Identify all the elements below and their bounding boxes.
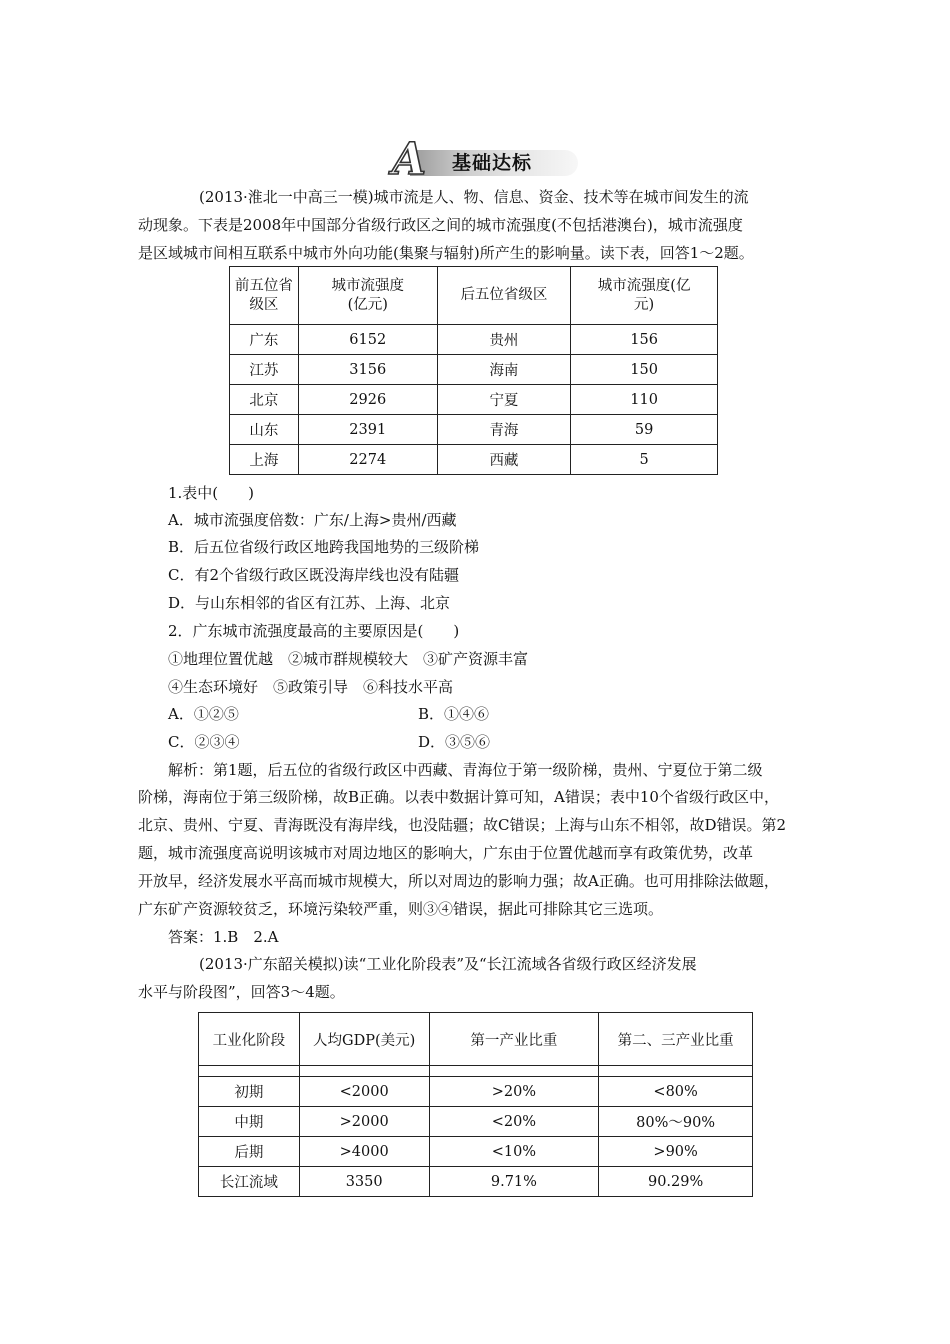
table-cell: 6152	[298, 325, 437, 355]
question-1-option-c: C．有2个省级行政区既没海岸线也没有陆疆	[168, 566, 460, 584]
column-header: 工业化阶段	[199, 1013, 300, 1066]
table-cell: 山东	[230, 415, 299, 445]
spacer-cell	[429, 1066, 599, 1077]
section-title: 基础达标	[452, 152, 533, 174]
table-spacer-row	[199, 1066, 753, 1077]
table-cell: 59	[571, 415, 718, 445]
table-cell: <10%	[429, 1137, 599, 1167]
intro1-line-2: 动现象。下表是2008年中国部分省级行政区之间的城市流强度(不包括港澳台)，城市流强度	[138, 216, 743, 234]
analysis-line-4: 题，城市流强度高说明该城市对周边地区的影响大，广东由于位置优越而享有政策优势，改革	[138, 844, 754, 862]
column-header: 人均GDP(美元)	[299, 1013, 429, 1066]
intro2-line-2: 水平与阶段图”，回答3～4题。	[138, 983, 345, 1001]
column-header: 城市流强度(亿 元)	[571, 267, 718, 325]
analysis-line-6: 广东矿产资源较贫乏，环境污染较严重，则③④错误，据此可排除其它三选项。	[138, 900, 664, 918]
column-header: 前五位省 级区	[230, 267, 299, 325]
analysis-line-5: 开放早，经济发展水平高而城市规模大，所以对周边的影响力强；故A正确。也可用排除法做题，	[138, 872, 779, 890]
question-2-items-1: ①地理位置优越 ②城市群规模较大 ③矿产资源丰富	[168, 650, 529, 668]
table-cell: 上海	[230, 445, 299, 475]
table-row	[199, 1137, 753, 1167]
table-header-row	[230, 267, 718, 325]
industrialization-stage-table	[198, 1012, 753, 1197]
table-cell: 3350	[299, 1167, 429, 1197]
question-2-option-d: D．③⑤⑥	[418, 733, 491, 751]
question-2-items-2: ④生态环境好 ⑤政策引导 ⑥科技水平高	[168, 678, 454, 696]
table-row	[230, 325, 718, 355]
intro2-line-1: (2013·广东韶关模拟)读“工业化阶段表”及“长江流域各省级行政区经济发展	[199, 955, 697, 973]
intro1-line-3: 是区域城市间相互联系中城市外向功能(集聚与辐射)所产生的影响量。读下表，回答1～2题。	[138, 244, 754, 262]
table-cell: 2926	[298, 385, 437, 415]
table-row	[199, 1107, 753, 1137]
table-cell: 2391	[298, 415, 437, 445]
section-header	[392, 134, 582, 185]
table-cell: 贵州	[437, 325, 571, 355]
table-cell: >90%	[599, 1137, 753, 1167]
table-cell: 110	[571, 385, 718, 415]
table-cell: 5	[571, 445, 718, 475]
table-cell: 海南	[437, 355, 571, 385]
table-cell: 中期	[199, 1107, 300, 1137]
table-cell: 北京	[230, 385, 299, 415]
question-1-option-b: B．后五位省级行政区地跨我国地势的三级阶梯	[168, 538, 480, 556]
intro1-line-1: (2013·淮北一中高三一模)城市流是人、物、信息、资金、技术等在城市间发生的流	[199, 188, 749, 206]
question-2-stem: 2．广东城市流强度最高的主要原因是( )	[168, 622, 460, 640]
analysis-line-3: 北京、贵州、宁夏、青海既没有海岸线，也没陆疆；故C错误；上海与山东不相邻，故D错误。第2	[138, 816, 787, 834]
question-2-option-b: B．①④⑥	[418, 705, 490, 723]
table-cell: 江苏	[230, 355, 299, 385]
table-cell: 西藏	[437, 445, 571, 475]
spacer-cell	[199, 1066, 300, 1077]
table-cell: >20%	[429, 1077, 599, 1107]
table-cell: 80%～90%	[599, 1107, 753, 1137]
table-cell: 90.29%	[599, 1167, 753, 1197]
table-cell: 青海	[437, 415, 571, 445]
question-1-option-d: D．与山东相邻的省区有江苏、上海、北京	[168, 594, 451, 612]
table-cell: 广东	[230, 325, 299, 355]
table-cell: 3156	[298, 355, 437, 385]
column-header: 城市流强度 (亿元)	[298, 267, 437, 325]
question-1-option-a: A．城市流强度倍数：广东/上海>贵州/西藏	[168, 511, 457, 529]
column-header: 第二、三产业比重	[599, 1013, 753, 1066]
table-cell: 156	[571, 325, 718, 355]
table-cell: <2000	[299, 1077, 429, 1107]
header-badge-letter: A	[392, 134, 427, 185]
table-row	[199, 1167, 753, 1197]
table-cell: <80%	[599, 1077, 753, 1107]
table-cell: 9.71%	[429, 1167, 599, 1197]
question-2-option-c: C．②③④	[168, 733, 240, 751]
table-cell: >4000	[299, 1137, 429, 1167]
spacer-cell	[599, 1066, 753, 1077]
table-cell: <20%	[429, 1107, 599, 1137]
column-header: 后五位省级区	[437, 267, 571, 325]
table-row	[230, 445, 718, 475]
column-header: 第一产业比重	[429, 1013, 599, 1066]
table-cell: 后期	[199, 1137, 300, 1167]
spacer-cell	[299, 1066, 429, 1077]
table-cell: >2000	[299, 1107, 429, 1137]
table-cell: 2274	[298, 445, 437, 475]
table-header-row	[199, 1013, 753, 1066]
table-cell: 150	[571, 355, 718, 385]
analysis-line-1: 解析：第1题，后五位的省级行政区中西藏、青海位于第一级阶梯，贵州、宁夏位于第二级	[168, 761, 763, 779]
table-row	[230, 415, 718, 445]
table-row	[230, 355, 718, 385]
table-cell: 宁夏	[437, 385, 571, 415]
table-row	[199, 1077, 753, 1107]
question-1-stem: 1.表中( )	[168, 484, 255, 502]
question-2-option-a: A．①②⑤	[168, 705, 239, 723]
table-cell: 长江流域	[199, 1167, 300, 1197]
table-row	[230, 385, 718, 415]
answer-line: 答案：1.B 2.A	[168, 928, 279, 946]
analysis-line-2: 阶梯，海南位于第三级阶梯，故B正确。以表中数据计算可知，A错误；表中10个省级行政区中，	[138, 788, 779, 806]
table-cell: 初期	[199, 1077, 300, 1107]
city-flow-table	[229, 266, 718, 475]
